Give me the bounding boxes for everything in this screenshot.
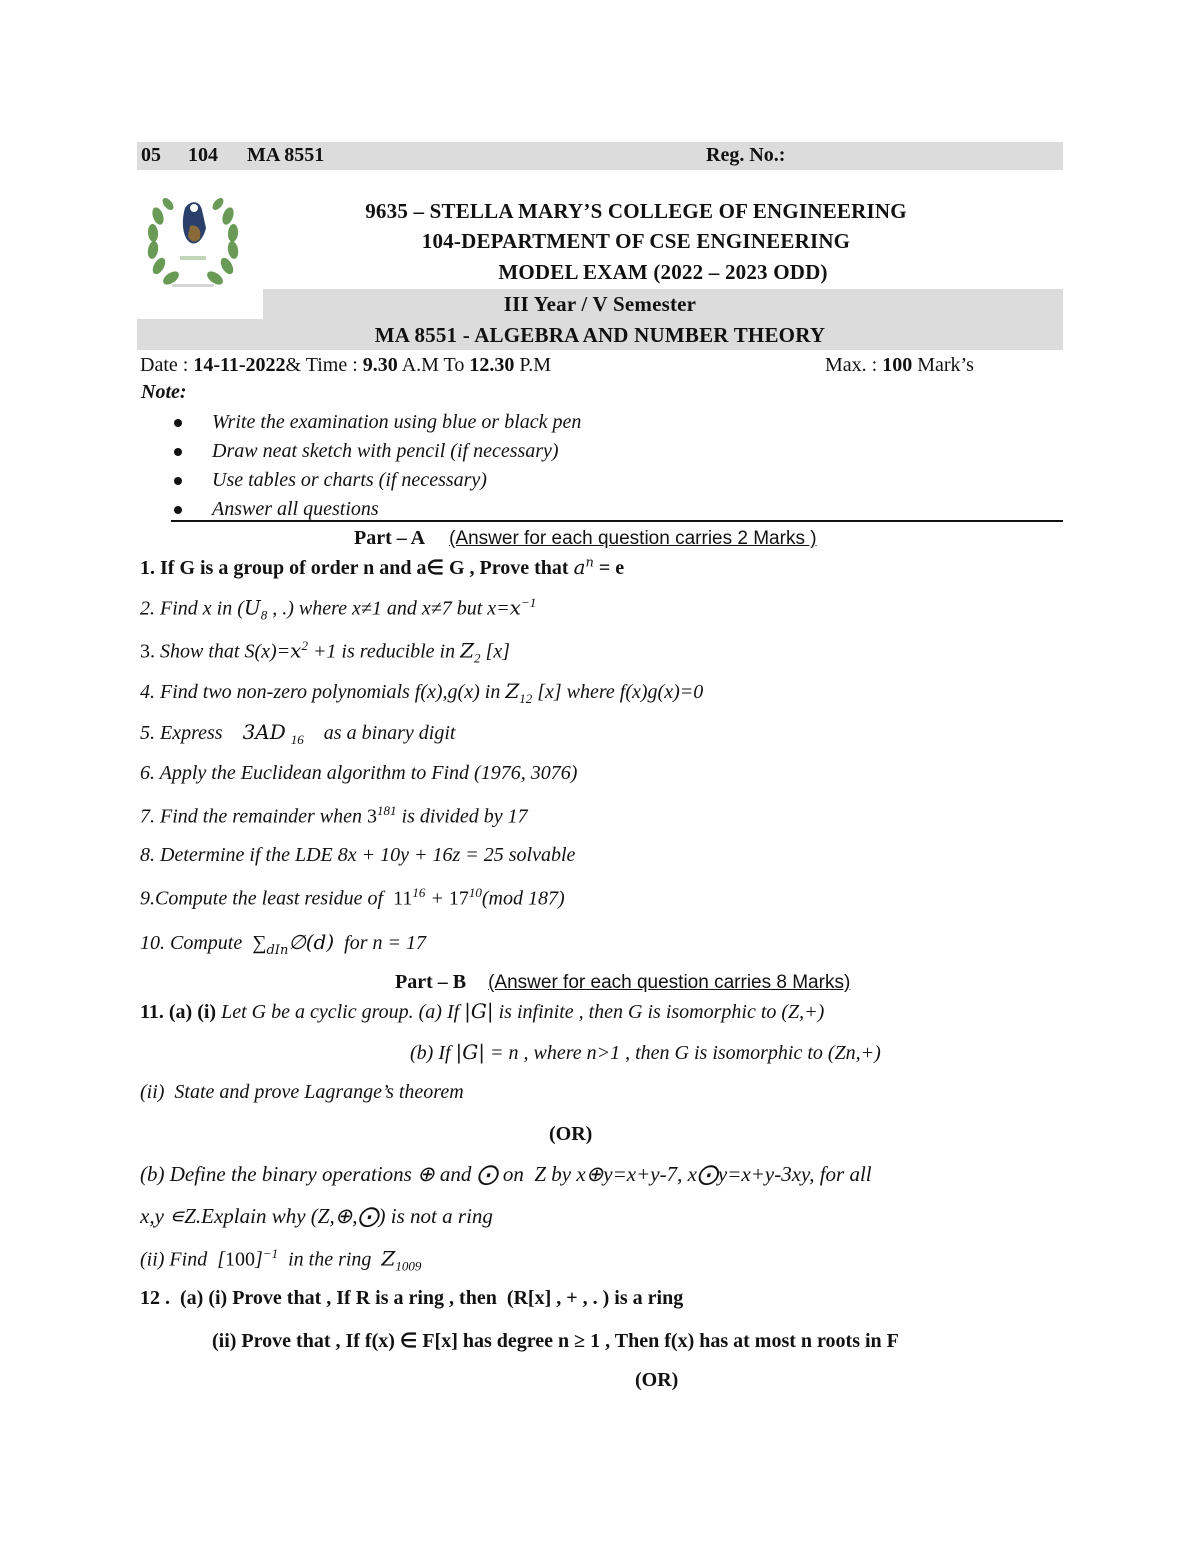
question-10: 10. Compute $\sum_{dIn}\emptyset(d)$ for n = 17 bbox=[140, 930, 427, 958]
course-code-1: 05 bbox=[141, 144, 161, 166]
question-12a-i: 12 . (a) (i) Prove that , If R is a ring , then (R[x] , + , . ) is a ring bbox=[140, 1287, 684, 1309]
exam-meta bbox=[140, 354, 551, 377]
question-6: 6. Apply the Euclidean algorithm to Find (1976, 3076) bbox=[140, 762, 578, 784]
note-text: Write the examination using blue or black pen bbox=[212, 411, 582, 433]
question-2: 2. Find x in ($U_8$ , .) where x≠1 and x≠7 but $x=x^{-1}$ bbox=[140, 595, 537, 623]
question-3: 3. Show that $S(x)=x^2 +1$ is reducible in $Z_2$ [x] bbox=[140, 638, 510, 666]
divider-rule bbox=[171, 520, 1063, 522]
question-11a-ii: (ii) State and prove Lagrange’s theorem bbox=[140, 1081, 464, 1103]
subject-title: MA 8551 - ALGEBRA AND NUMBER THEORY bbox=[374, 323, 826, 347]
date-value: 14-11-2022 bbox=[193, 354, 286, 376]
year-semester: III Year / V Semester bbox=[503, 292, 697, 316]
course-code-3: MA 8551 bbox=[247, 144, 325, 166]
time-end: 12.30 bbox=[469, 354, 515, 376]
department-name: 104-DEPARTMENT OF CSE ENGINEERING bbox=[421, 229, 851, 253]
note-item bbox=[170, 408, 581, 437]
or-divider-1: (OR) bbox=[549, 1123, 593, 1145]
course-code-2: 104 bbox=[188, 144, 218, 166]
note-text: Answer all questions bbox=[212, 498, 379, 520]
part-b-title: Part – B bbox=[395, 971, 467, 993]
question-11a-i: 11. (a) (i) Let G be a cyclic group. (a) If |G| is infinite , then G is isomorphic to (Z,+) bbox=[140, 999, 825, 1023]
part-a-instruction: (Answer for each question carries 2 Marks ) bbox=[449, 528, 817, 549]
time-start: 9.30 bbox=[362, 354, 398, 376]
note-label: Note: bbox=[141, 381, 187, 403]
question-4: 4. Find two non-zero polynomials f(x),g(x) in $Z_{12}$ [x] where f(x)g(x)=0 bbox=[140, 679, 704, 706]
question-5: 5. Express 3AD $_{16}$ as a binary digit bbox=[140, 720, 456, 747]
question-7: 7. Find the remainder when $3^{181}$ is divided by 17 bbox=[140, 803, 528, 828]
am-label: A.M To bbox=[397, 354, 470, 376]
part-a-heading bbox=[354, 527, 817, 550]
max-value: 100 bbox=[882, 354, 913, 376]
bullet-icon bbox=[174, 477, 182, 485]
question-11b-i: (b) Define the binary operations ⊕ and ⨀ on Z by x⊕y=x+y-7, x⨀y=x+y-3xy, for all bbox=[140, 1162, 872, 1186]
question-1: 1. If G is a group of order n and a∈ G , Prove that $a^n = e$ bbox=[140, 555, 625, 579]
question-9: 9.Compute the least residue of $11^{16} + 17^{10}(mod$ 187) bbox=[140, 885, 565, 910]
college-name: 9635 – STELLA MARY’S COLLEGE OF ENGINEERING bbox=[365, 199, 907, 223]
question-12a-ii: (ii) Prove that , If f(x) ∈ F[x] has degree n ≥ 1 , Then f(x) has at most n roots in F bbox=[212, 1330, 899, 1352]
bullet-icon bbox=[174, 448, 182, 456]
date-label: Date : bbox=[140, 354, 194, 376]
part-b-instruction: (Answer for each question carries 8 Marks) bbox=[488, 972, 851, 993]
marks-label: Mark’s bbox=[912, 354, 974, 376]
bullet-icon bbox=[174, 419, 182, 427]
max-marks bbox=[825, 354, 974, 377]
question-11b-ii: (ii) Find $[100]^{-1}$ in the ring $Z_{1009}$ bbox=[140, 1246, 422, 1274]
time-label: & Time : bbox=[285, 354, 363, 376]
question-11a-i-b: (b) If |G| = n , where n>1 , then G is isomorphic to (Zn,+) bbox=[410, 1040, 881, 1064]
reg-no-label: Reg. No.: bbox=[706, 144, 786, 166]
question-8: 8. Determine if the LDE 8x + 10y + 16z = 25 solvable bbox=[140, 844, 576, 866]
note-item bbox=[170, 466, 581, 495]
note-text: Use tables or charts (if necessary) bbox=[212, 469, 487, 491]
exam-title: MODEL EXAM (2022 – 2023 ODD) bbox=[498, 260, 828, 284]
note-item bbox=[170, 437, 581, 466]
pm-label: P.M bbox=[514, 354, 552, 376]
or-divider-2: (OR) bbox=[635, 1369, 679, 1391]
bullet-icon bbox=[174, 506, 182, 514]
max-label: Max. : bbox=[825, 354, 883, 376]
note-text: Draw neat sketch with pencil (if necessary) bbox=[212, 440, 559, 462]
part-a-title: Part – A bbox=[354, 527, 426, 549]
part-b-heading bbox=[395, 971, 850, 994]
notes-list bbox=[170, 408, 581, 524]
question-11b-i-cont: x,y ∊Z.Explain why (Z,⊕,⨀) is not a ring bbox=[140, 1204, 493, 1228]
